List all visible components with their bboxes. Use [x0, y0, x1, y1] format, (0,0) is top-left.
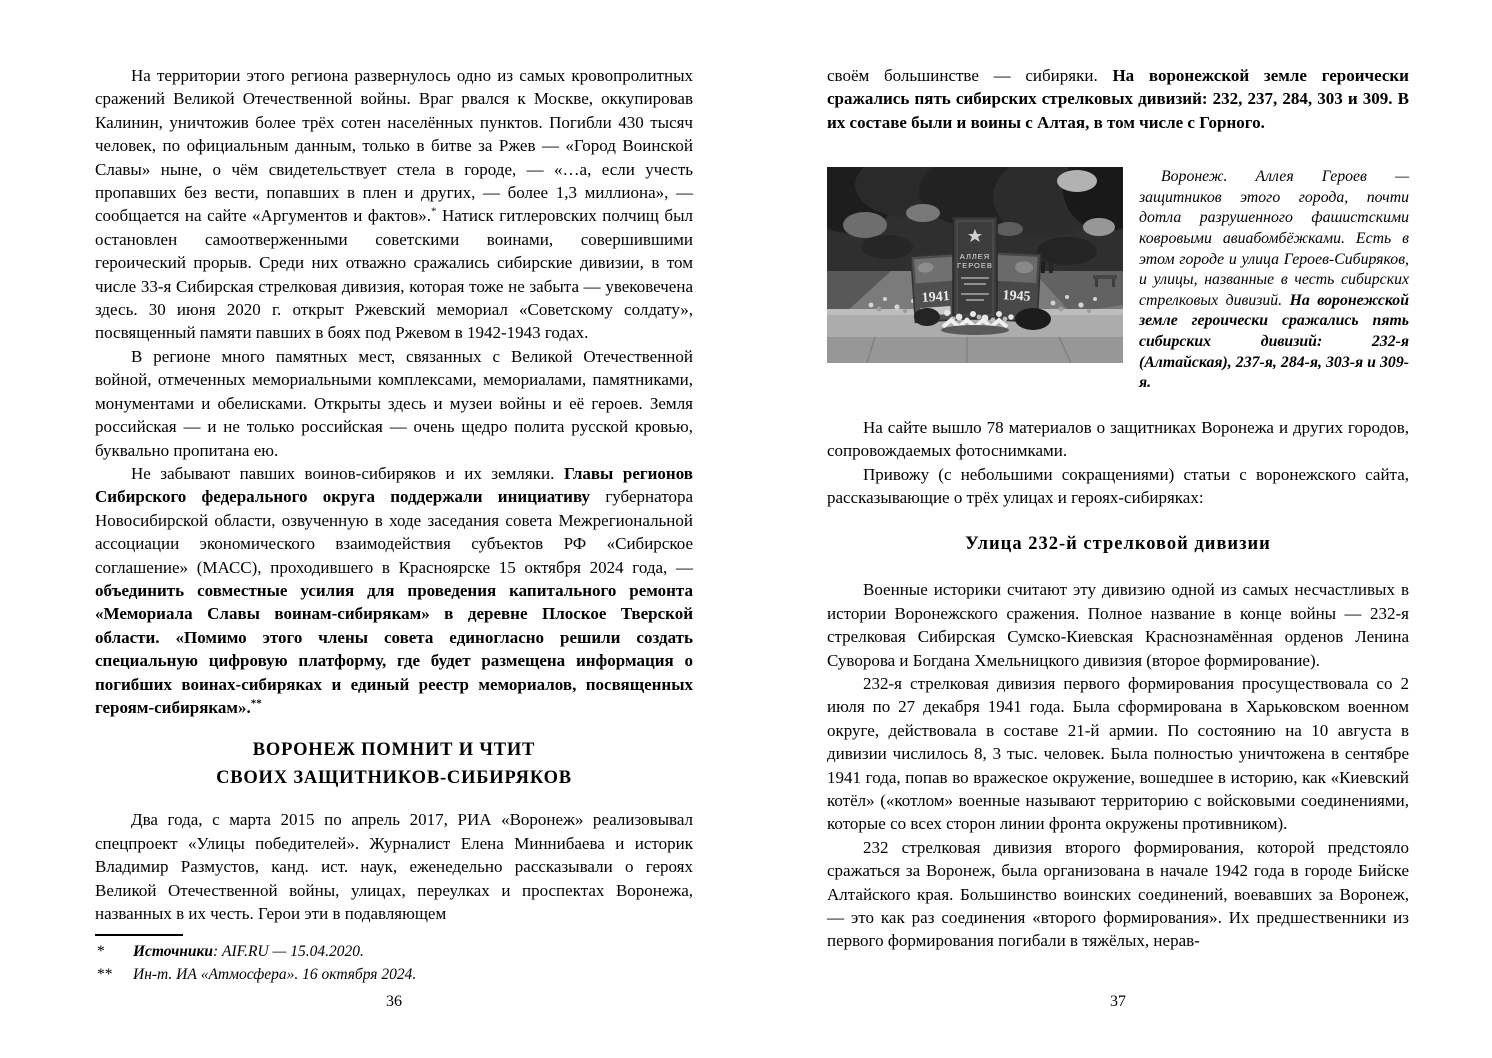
- text-run: *: [430, 205, 437, 218]
- heading-line: Улица 232-й стрелковой дивизии: [965, 534, 1271, 555]
- heading-line: ВОРОНЕЖ ПОМНИТ И ЧТИТ: [252, 740, 536, 761]
- text-run: На воронежской земле героически сражались пять сибирских стрелковых дивизий: 232, 237, 284, 303 и 309. В их составе были и воины с Алтая, в том числе с Горного.: [827, 66, 1409, 132]
- paragraph: [95, 64, 693, 345]
- footnote: [95, 964, 693, 987]
- text-run: 232 стрелковая дивизия второго формирования, которой предстояло сражаться за Воронеж, была организована в начале 1942 года в городе Бийске Алтайского края. Большинство воинских соединений, воевавших за Воронеж, — это как раз соединения «второго формирования». Их предшественники из первого формирования погибали в тяжёлых, нерав-: [827, 837, 1409, 951]
- paragraph: [95, 345, 693, 462]
- text-run: В регионе много памятных мест, связанных с Великой Отечественной войной, отмеченных мемориальными комплексами, мемориалами, памятниками, монументами и обелисками. Открыты здесь и музеи войны и её героев. Земля российская — и не только российская — очень щедро полита русской кровью, буквально пропитана ею.: [95, 346, 693, 460]
- paragraph: [827, 836, 1409, 953]
- text-run: На воронежской земле героически сражались пять сибирских дивизий: 232-я (Алтайская), 237-я, 284-я, 303-я и 309-я.: [1139, 291, 1409, 392]
- paragraph: [95, 808, 693, 925]
- footnote-marker: *: [97, 943, 105, 961]
- svg-text:ГЕРОЕВ: ГЕРОЕВ: [957, 261, 993, 271]
- text-run: Два года, с марта 2015 по апрель 2017, РИА «Воронеж» реализовывал спецпроект «Улицы победителей». Журналист Елена Миннибаева и историк Владимир Размустов, канд. ист. наук, еженедельно рассказывали о героях Великой Отечественной войны, улицах, переулках и проспектах Воронежа, названных в их честь. Герои эти в подавляющем: [95, 810, 693, 923]
- text-run: Главы регионов Сибирского федерального округа поддержали инициативу: [95, 463, 693, 507]
- paragraph: [827, 64, 1409, 134]
- footnote-marker: **: [97, 965, 113, 983]
- text-run: 232-я стрелковая дивизия первого формирования просуществовала со 2 июля по 27 декабря 1941 года. Была сформирована в Харьковском военном округе, действовала в составе 21-й армии. По состоянию на 10 августа в дивизии числилось 8, 3 тыс. человек. Была полностью уничтожена в сентябре 1941 года, попав во вражеское окружение, вошедшее в историю, как «Киевский котёл» («котлом» военные называют территорию с войсковыми соединениями, которые со всех сторон линии фронта окружены противником).: [827, 674, 1409, 834]
- text-run: объединить совместные усилия для проведения капитального ремонта «Мемориала Славы воинам-сибирякам» в деревне Плоское Тверской области. «Помимо этого члены совета единогласно решили создать специальную цифровую платформу, где будет размещена информация о погибших воинах-сибиряках и единый реестр мемориалов, посвященных героям-сибирякам».: [95, 580, 693, 717]
- page-number-left: 36: [386, 993, 402, 1010]
- figure: [827, 167, 1409, 394]
- page-number-right: 37: [1110, 993, 1126, 1010]
- heading-line: СВОИХ ЗАЩИТНИКОВ-СИБИРЯКОВ: [216, 767, 572, 788]
- text-run: Военные историки считают эту дивизию одной из самых несчастливых в истории Воронежского сражения. Полное название в конце войны — 232-я стрелковая Сибирская Сумско-Киевская Краснознамённая орденов Ленина Суворова и Богдана Хмельницкого дивизия (второе формирование).: [827, 580, 1409, 670]
- svg-text:1945: 1945: [1002, 288, 1031, 305]
- paragraph: [827, 672, 1409, 836]
- svg-text:АЛЛЕЯ: АЛЛЕЯ: [959, 252, 991, 262]
- paragraph: [827, 578, 1409, 672]
- text-run: Натиск гитлеровских полчищ был остановлен самоотверженными советскими воинами, совершившими героический прорыв. Среди них отважно сражались сибирские дивизии, в том числе 33-я Сибирская стрелковая дивизия, которая тоже не забыта — увековечена здесь. 30 июня 2020 г. открыт Ржевский мемориал «Советскому солдату», посвященный памяти павших в боях под Ржевом в 1942-1943 годах.: [95, 206, 693, 343]
- figure-caption: [1139, 167, 1409, 394]
- footnotes: [95, 934, 693, 986]
- text-run: **: [250, 697, 262, 710]
- footnote-rule: [95, 934, 183, 936]
- paragraph: [827, 463, 1409, 510]
- text-run: Ин-т. ИА «Атмосфера». 16 октября 2024.: [133, 965, 417, 983]
- svg-text:1941: 1941: [921, 289, 951, 307]
- text-run: : AIF.RU — 15.04.2020.: [212, 943, 364, 961]
- footnote: [95, 941, 693, 964]
- footnote-text: [133, 941, 693, 964]
- memorial-photo: [827, 167, 1123, 363]
- paragraph: [95, 462, 693, 719]
- section-heading: [95, 737, 693, 792]
- left-page-content: [95, 64, 693, 986]
- text-run: своём большинстве — сибиряки.: [827, 66, 1113, 85]
- text-run: Источники: [133, 943, 213, 961]
- text-run: Привожу (с небольшими сокращениями) статьи с воронежского сайта, рассказывающие о трёх улицах и героях-сибиряках:: [827, 464, 1409, 507]
- memorial-photo-svg: [827, 167, 1123, 363]
- text-run: губернатора Новосибирской области, озвученную в ходе заседания совета Межрегиональной ассоциации экономического взаимодействия субъектов РФ «Сибирское соглашение» (МАСС), проходившего в Красноярске 15 октября 2024 года, —: [95, 487, 693, 577]
- paragraph: [827, 416, 1409, 463]
- text-run: Не забывают павших воинов-сибиряков и их земляки.: [131, 463, 564, 483]
- footnote-text: [133, 964, 693, 987]
- right-page-content: [827, 64, 1409, 953]
- text-run: На территории этого региона развернулось одно из самых кровопролитных сражений Великой Отечественной войны. Враг рвался к Москве, оккупировав Калинин, уничтожив более трёх сотен населённых пунктов. Погибли 430 тысяч человек, по официальным данным, только в битве за Ржев — «Город Воинской Славы» ныне, о чём свидетельствует стела в городе, — «…а, если учесть пропавших без вести, попавших в плен и других, — более 1,3 миллиона», — сообщается на сайте «Аргументов и фактов».: [95, 66, 693, 226]
- text-run: На сайте вышло 78 материалов о защитниках Воронежа и других городов, сопровождаемых фотоснимками.: [827, 417, 1409, 461]
- section-heading: [827, 531, 1409, 558]
- text-run: Воронеж. Аллея Героев — защитников этого города, почти дотла разрушенного фашистскими ковровыми авиабомбёжками. Есть в этом городе и улица Героев-Сибиряков, и улицы, названные в честь сибирских стрелковых дивизий.: [1139, 168, 1409, 309]
